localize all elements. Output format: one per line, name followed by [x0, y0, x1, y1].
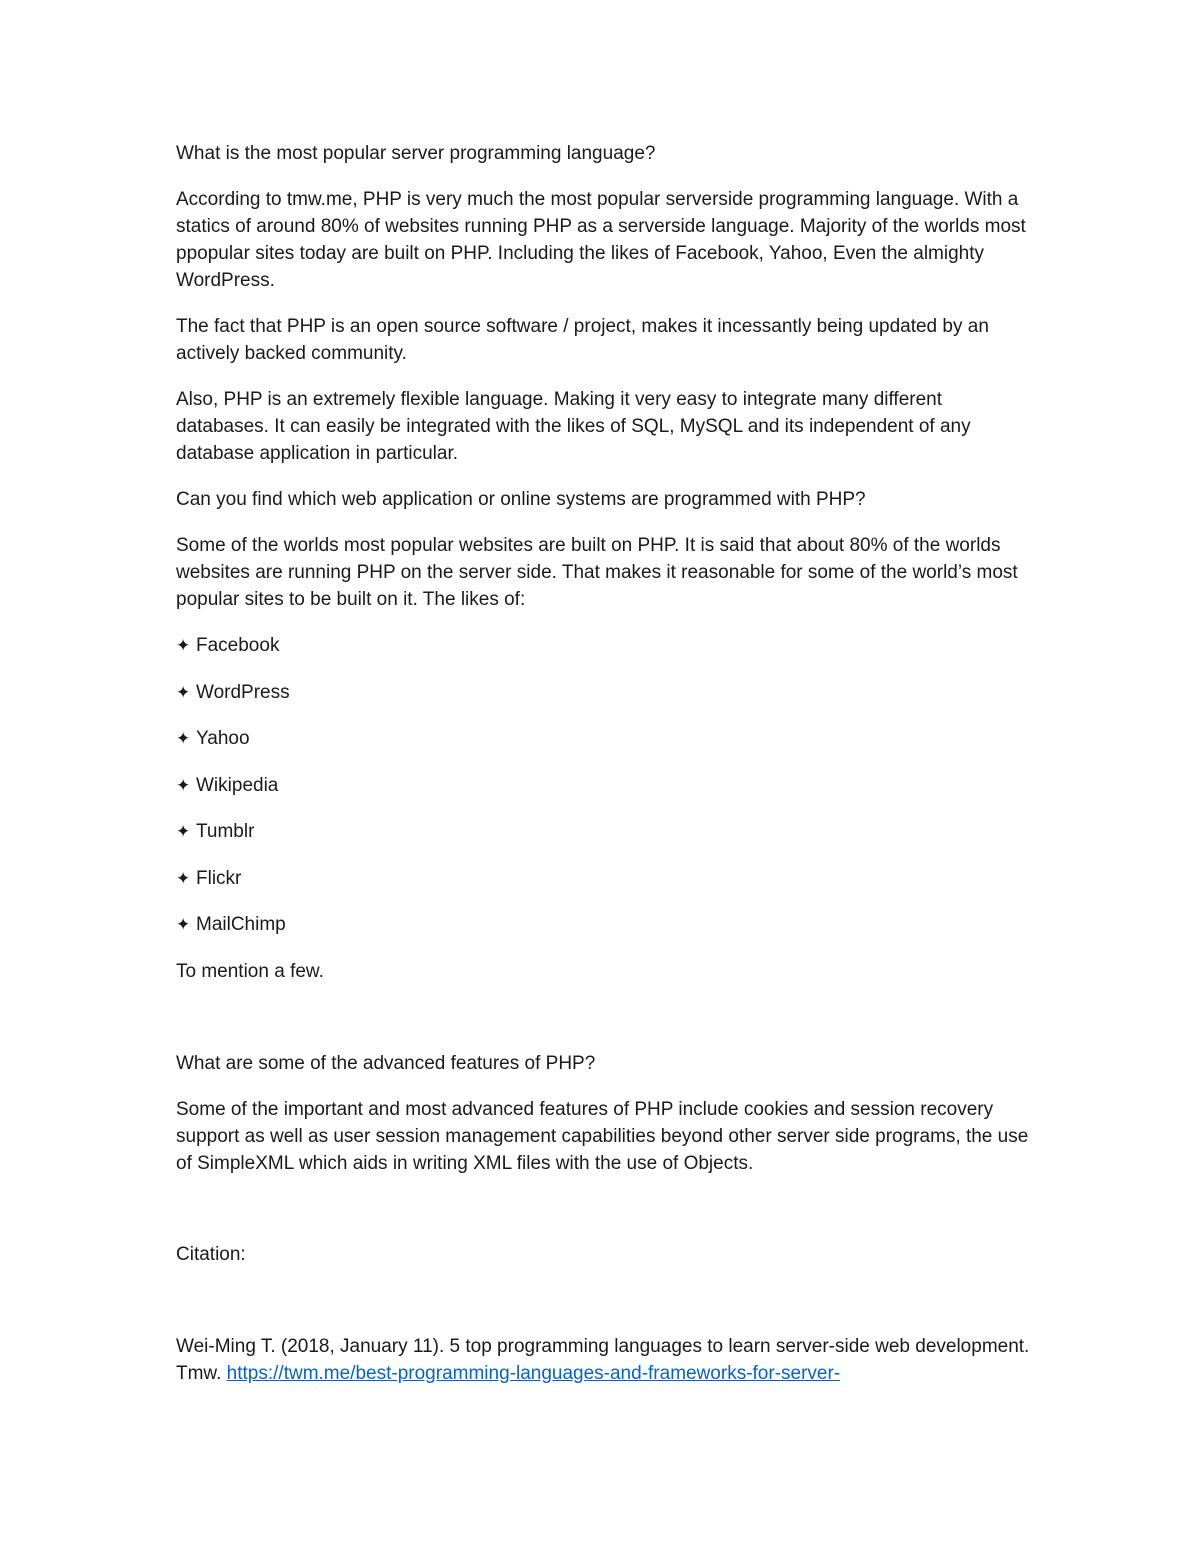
list-item — [176, 772, 1036, 799]
four-point-star-icon: ✦ — [176, 915, 191, 934]
list-item — [176, 818, 1036, 845]
question-heading-popular-language: What is the most popular server programming language? — [176, 143, 656, 164]
list-item — [176, 632, 1036, 659]
four-point-star-icon: ✦ — [176, 729, 191, 748]
citation-label: Citation: — [176, 1243, 246, 1265]
spacer — [176, 1004, 1036, 1050]
citation-entry — [176, 1333, 1036, 1387]
four-point-star-icon: ✦ — [176, 775, 191, 795]
paragraph-open-source: The fact that PHP is an open source software / project, makes it incessantly being updated by an actively backed community. — [176, 316, 989, 364]
citation-link[interactable]: https://twm.me/best-programming-languages-and-frameworks-for-server- — [226, 1362, 841, 1384]
list-item — [176, 911, 1036, 938]
list-item-label: WordPress — [196, 681, 290, 703]
list-item-label: MailChimp — [196, 914, 286, 935]
question-heading-php-systems: Can you find which web application or online systems are programmed with PHP? — [176, 489, 866, 510]
list-item — [176, 679, 1036, 706]
site-list — [176, 632, 1036, 938]
list-item-label: Tumblr — [196, 821, 255, 842]
list-item-label: Facebook — [196, 635, 280, 656]
four-point-star-icon: ✦ — [176, 868, 191, 888]
citation-text: Wei-Ming T. (2018, January 11). 5 top programming languages to learn server-side web development. Tmw. — [176, 1335, 1030, 1384]
document-page — [176, 140, 1036, 1406]
list-item-label: Flickr — [196, 867, 242, 889]
spacer — [176, 1287, 1036, 1333]
four-point-star-icon: ✦ — [176, 682, 191, 702]
list-item — [176, 865, 1036, 892]
list-item-label: Yahoo — [196, 728, 250, 749]
list-item-label: Wikipedia — [196, 774, 279, 796]
paragraph-closing: To mention a few. — [176, 960, 324, 982]
paragraph-flexibility: Also, PHP is an extremely flexible language. Making it very easy to integrate many different databases. It can easily be integrated with the likes of SQL, MySQL and its independent of any database application in particular. — [176, 389, 971, 464]
list-item — [176, 725, 1036, 752]
spacer — [176, 1196, 1036, 1241]
question-heading-advanced-features: What are some of the advanced features of PHP? — [176, 1052, 596, 1074]
four-point-star-icon: ✦ — [176, 822, 191, 841]
four-point-star-icon: ✦ — [176, 636, 191, 655]
paragraph-popular-websites: Some of the worlds most popular websites are built on PHP. It is said that about 80% of the worlds websites are running PHP on the server side. That makes it reasonable for some of the world’s most popular sites to be built on it. The likes of: — [176, 535, 1018, 610]
paragraph-advanced-features: Some of the important and most advanced features of PHP include cookies and session recovery support as well as user session management capabilities beyond other server side programs, the use of SimpleXML which aids in writing XML files with the use of Objects. — [176, 1098, 1029, 1174]
paragraph-php-popularity: According to tmw.me, PHP is very much the most popular serverside programming language. With a statics of around 80% of websites running PHP as a serverside language. Majority of the worlds most ppopular sites today are built on PHP. Including the likes of Facebook, Yahoo, Even the almighty WordPress. — [176, 189, 1026, 291]
